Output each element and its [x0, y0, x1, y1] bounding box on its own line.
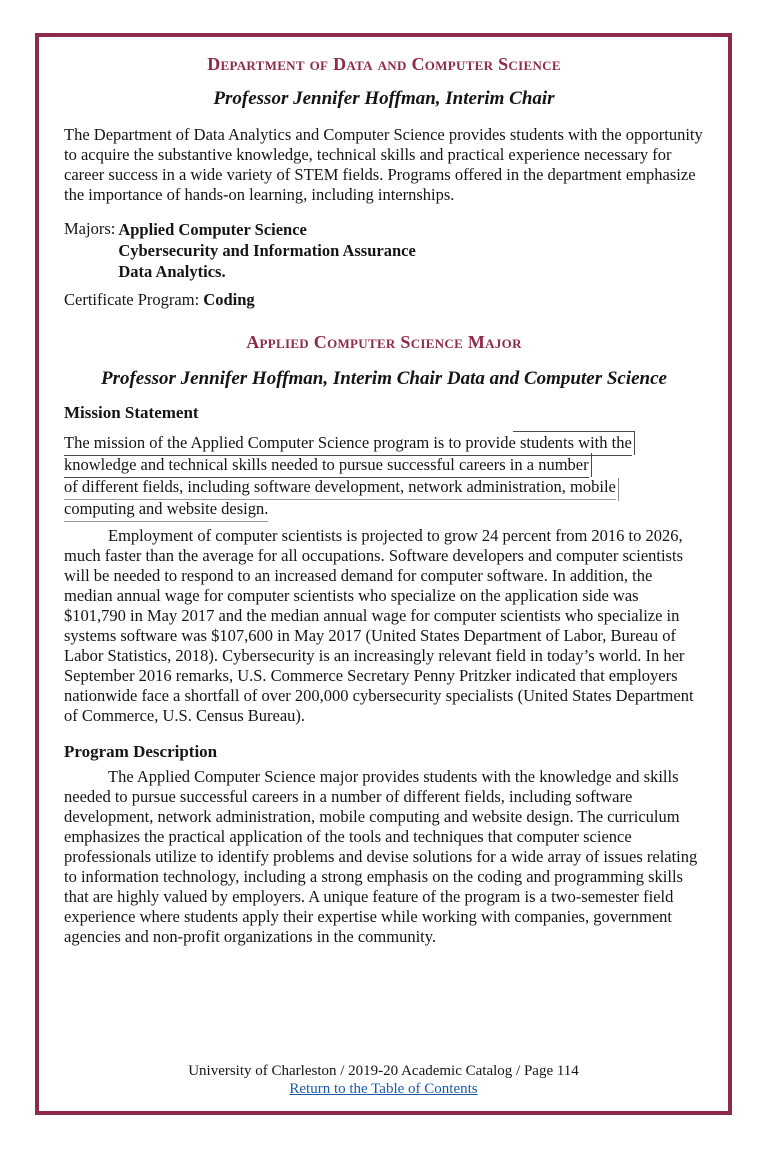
major-item: Data Analytics. — [118, 262, 226, 281]
mission-statement-paragraph — [64, 432, 704, 520]
mission-line-text: The mission of the Applied Computer Science program is to provide students with the — [64, 432, 632, 456]
major-item: Cybersecurity and Information Assurance — [118, 241, 416, 260]
major-chair-line: Professor Jennifer Hoffman, Interim Chair Data and Computer Science — [100, 368, 667, 389]
major-item: Applied Computer Science — [118, 220, 307, 239]
majors-block — [64, 219, 704, 282]
certificate-program-line — [64, 290, 704, 310]
mission-line — [64, 476, 704, 498]
mission-line — [64, 498, 704, 520]
footer-catalog-line: University of Charleston / 2019-20 Academic Catalog / Page 114 — [188, 1063, 579, 1079]
mission-line — [64, 454, 704, 476]
program-description-paragraph: The Applied Computer Science major provides students with the knowledge and skills needed to pursue successful careers in a number of different fields, including software development, network administration, mobile computing and website design. The curriculum emphasizes the practical application of the tools and techniques that computer science professionals utilize to identify problems and devise solutions for a wide array of issues relating to information technology, including a strong emphasis on the coding and programming skills that are highly valued by employers. A unique feature of the program is a two-semester field experience where students apply their expertise while working with companies, government agencies and non-profit organizations in the community. — [64, 767, 698, 946]
mission-line-text: computing and website design. — [64, 498, 268, 522]
department-chair-line: Professor Jennifer Hoffman, Interim Chair — [213, 88, 555, 109]
intro-paragraph: The Department of Data Analytics and Computer Science provides students with the opportunity to acquire the substantive knowledge, technical skills and practical experience necessary for career success in a wide variety of STEM fields. Programs offered in the department emphasize the importance of hands-on learning, including internships. — [64, 125, 703, 204]
mission-statement-heading: Mission Statement — [64, 403, 199, 422]
certificate-value: Coding — [203, 290, 255, 309]
certificate-label: Certificate Program: — [64, 290, 200, 309]
major-section-heading: Applied Computer Science Major — [246, 332, 522, 352]
majors-label: Majors: — [64, 219, 116, 238]
department-heading: Department of Data and Computer Science — [207, 54, 561, 74]
mission-line-text: knowledge and technical skills needed to pursue successful careers in a number — [64, 454, 589, 478]
page-border-frame — [35, 33, 732, 1115]
employment-paragraph: Employment of computer scientists is projected to grow 24 percent from 2016 to 2026, much faster than the average for all occupations. Software developers and computer scientists will be needed to respond to an increased demand for computer software. In addition, the median annual wage for computer scientists who specialize on the application side was $101,790 in May 2017 and the median annual wage for computer scientists who specialize in systems software was $107,600 in May 2017 (United States Department of Labor, Bureau of Labor Statistics, 2018). Cybersecurity is an increasingly relevant field in today’s world. In her September 2016 remarks, U.S. Commerce Secretary Penny Pritzker indicated that employers nationwide face a shortfall of over 200,000 cybersecurity specialists (United States Department of Commerce, U.S. Census Bureau). — [64, 526, 694, 725]
program-description-heading: Program Description — [64, 742, 218, 761]
footer-link-line — [39, 1080, 728, 1098]
mission-line-text: of different fields, including software development, network administration, mobile — [64, 476, 616, 500]
page-footer — [39, 1062, 728, 1098]
majors-list — [118, 219, 415, 282]
page-content — [39, 37, 728, 947]
return-to-toc-link[interactable]: Return to the Table of Contents — [289, 1081, 478, 1097]
mission-line — [64, 432, 704, 454]
